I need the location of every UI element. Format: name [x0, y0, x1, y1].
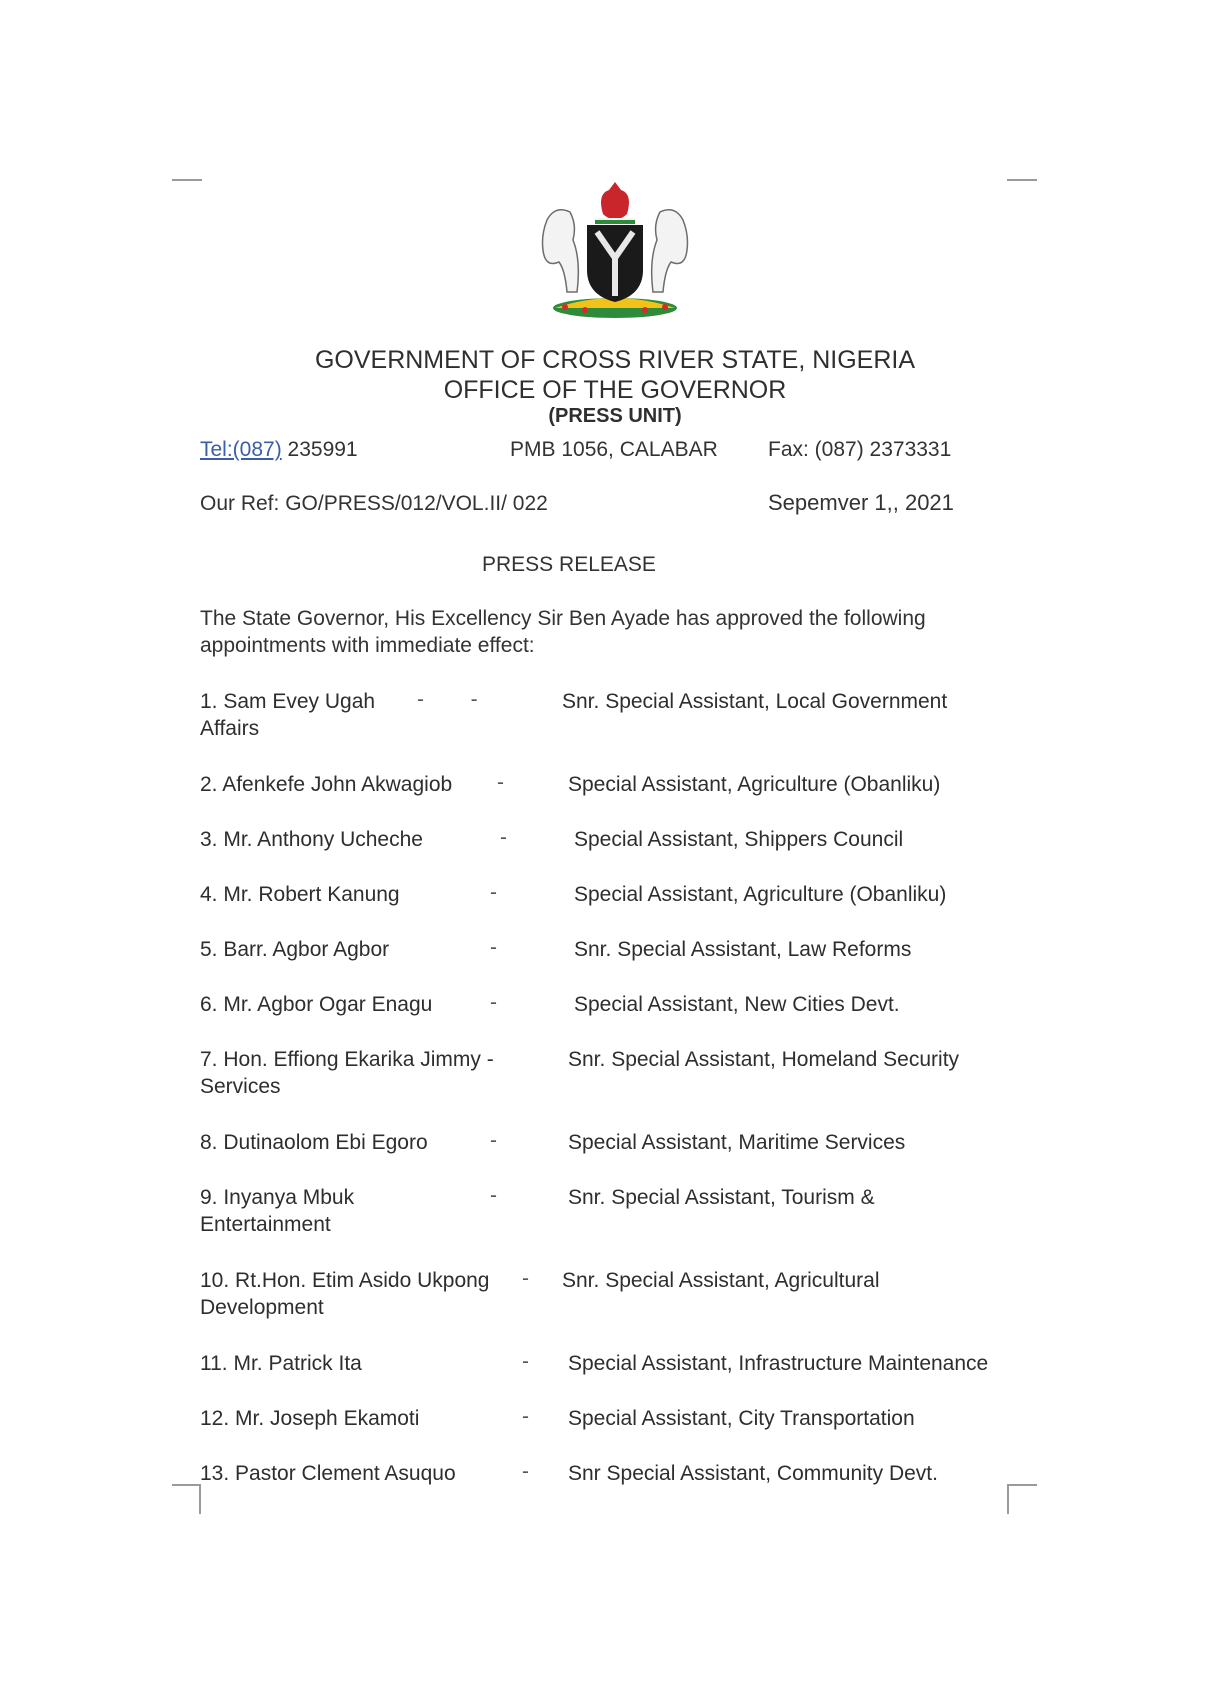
appointee-name: 5. Barr. Agbor Agbor	[200, 938, 390, 961]
appointment-row	[0, 826, 1230, 886]
separator-dash: -	[490, 1129, 497, 1152]
separator-dash: -	[490, 1184, 497, 1207]
appointee-name: 2. Afenkefe John Akwagiob	[200, 773, 453, 796]
appointment-role: Snr Special Assistant, Community Devt.	[568, 1462, 938, 1485]
separator-dash: -	[490, 881, 497, 904]
appointment-role: Snr. Special Assistant, Agricultural	[562, 1269, 880, 1292]
government-title: GOVERNMENT OF CROSS RIVER STATE, NIGERIA	[314, 346, 916, 374]
appointment-role: Snr. Special Assistant, Local Government	[562, 690, 948, 713]
appointee-line-continuation: Services	[200, 1075, 281, 1098]
separator-dash: -	[490, 936, 497, 959]
crop-mark-top-left	[172, 179, 202, 181]
appointee-name: 9. Inyanya Mbuk	[200, 1186, 355, 1209]
separator-dash: -	[500, 826, 507, 849]
separator-dash: -	[490, 991, 497, 1014]
separator-dash: -	[522, 1350, 529, 1373]
crop-mark-top-right	[1007, 179, 1037, 181]
appointee-name: 1. Sam Evey Ugah	[200, 690, 376, 713]
telephone-number: 235991	[281, 438, 358, 461]
separator-dash: -	[522, 1267, 529, 1290]
appointment-row	[0, 771, 1230, 831]
appointee-name: 4. Mr. Robert Kanung	[200, 883, 400, 906]
intro-line-2: appointments with immediate effect:	[200, 634, 535, 657]
appointment-row	[0, 936, 1230, 996]
appointment-role: Special Assistant, Shippers Council	[574, 828, 904, 851]
appointment-role: Special Assistant, Agriculture (Obanliku)	[574, 883, 947, 906]
appointment-role: Snr. Special Assistant, Law Reforms	[574, 938, 912, 961]
separator-dash: - -	[417, 688, 478, 711]
appointee-line-continuation: Entertainment	[200, 1213, 331, 1236]
separator-dash: -	[497, 771, 504, 794]
appointment-row	[0, 1405, 1230, 1465]
coat-of-arms-emblem	[525, 180, 705, 320]
appointment-role: Special Assistant, Agriculture (Obanliku)	[568, 773, 941, 796]
telephone	[200, 438, 358, 462]
appointment-row	[0, 991, 1230, 1051]
fax-number: Fax: (087) 2373331	[768, 438, 952, 461]
appointment-role: Snr. Special Assistant, Homeland Security	[568, 1048, 960, 1071]
appointee-name: 3. Mr. Anthony Ucheche	[200, 828, 423, 851]
press-release-heading: PRESS RELEASE	[482, 553, 656, 576]
appointment-row	[0, 1046, 1230, 1106]
appointment-row	[0, 688, 1230, 748]
appointment-role: Special Assistant, Maritime Services	[568, 1131, 906, 1154]
appointee-name: 13. Pastor Clement Asuquo	[200, 1462, 456, 1485]
appointment-row	[0, 1184, 1230, 1244]
appointee-name: 12. Mr. Joseph Ekamoti	[200, 1407, 420, 1430]
separator-dash: -	[522, 1460, 529, 1483]
press-unit-title: (PRESS UNIT)	[548, 405, 682, 427]
reference-number: Our Ref: GO/PRESS/012/VOL.II/ 022	[200, 492, 548, 515]
appointment-row	[0, 1129, 1230, 1189]
appointee-name: 8. Dutinaolom Ebi Egoro	[200, 1131, 428, 1154]
appointment-role: Special Assistant, Infrastructure Maintenance	[568, 1352, 989, 1375]
intro-line-1: The State Governor, His Excellency Sir Ben Ayade has approved the following	[200, 607, 926, 630]
postal-address: PMB 1056, CALABAR	[510, 438, 718, 461]
telephone-link[interactable]: Tel:(087)	[200, 438, 282, 461]
appointment-role: Snr. Special Assistant, Tourism &	[568, 1186, 875, 1209]
appointment-role: Special Assistant, New Cities Devt.	[574, 993, 900, 1016]
separator-dash: -	[522, 1405, 529, 1428]
appointment-row	[0, 881, 1230, 941]
appointee-line-continuation: Development	[200, 1296, 324, 1319]
appointee-name: 6. Mr. Agbor Ogar Enagu	[200, 993, 433, 1016]
appointee-name: 10. Rt.Hon. Etim Asido Ukpong	[200, 1269, 490, 1292]
appointment-row	[0, 1267, 1230, 1327]
appointee-line-continuation: Affairs	[200, 717, 260, 740]
appointment-role: Special Assistant, City Transportation	[568, 1407, 915, 1430]
document-date: Sepemver 1,, 2021	[768, 490, 954, 515]
office-title: OFFICE OF THE GOVERNOR	[443, 376, 787, 404]
appointee-name: 11. Mr. Patrick Ita	[200, 1352, 362, 1375]
appointment-row	[0, 1350, 1230, 1410]
appointee-name: 7. Hon. Effiong Ekarika Jimmy -	[200, 1048, 494, 1071]
appointment-row	[0, 1460, 1230, 1520]
